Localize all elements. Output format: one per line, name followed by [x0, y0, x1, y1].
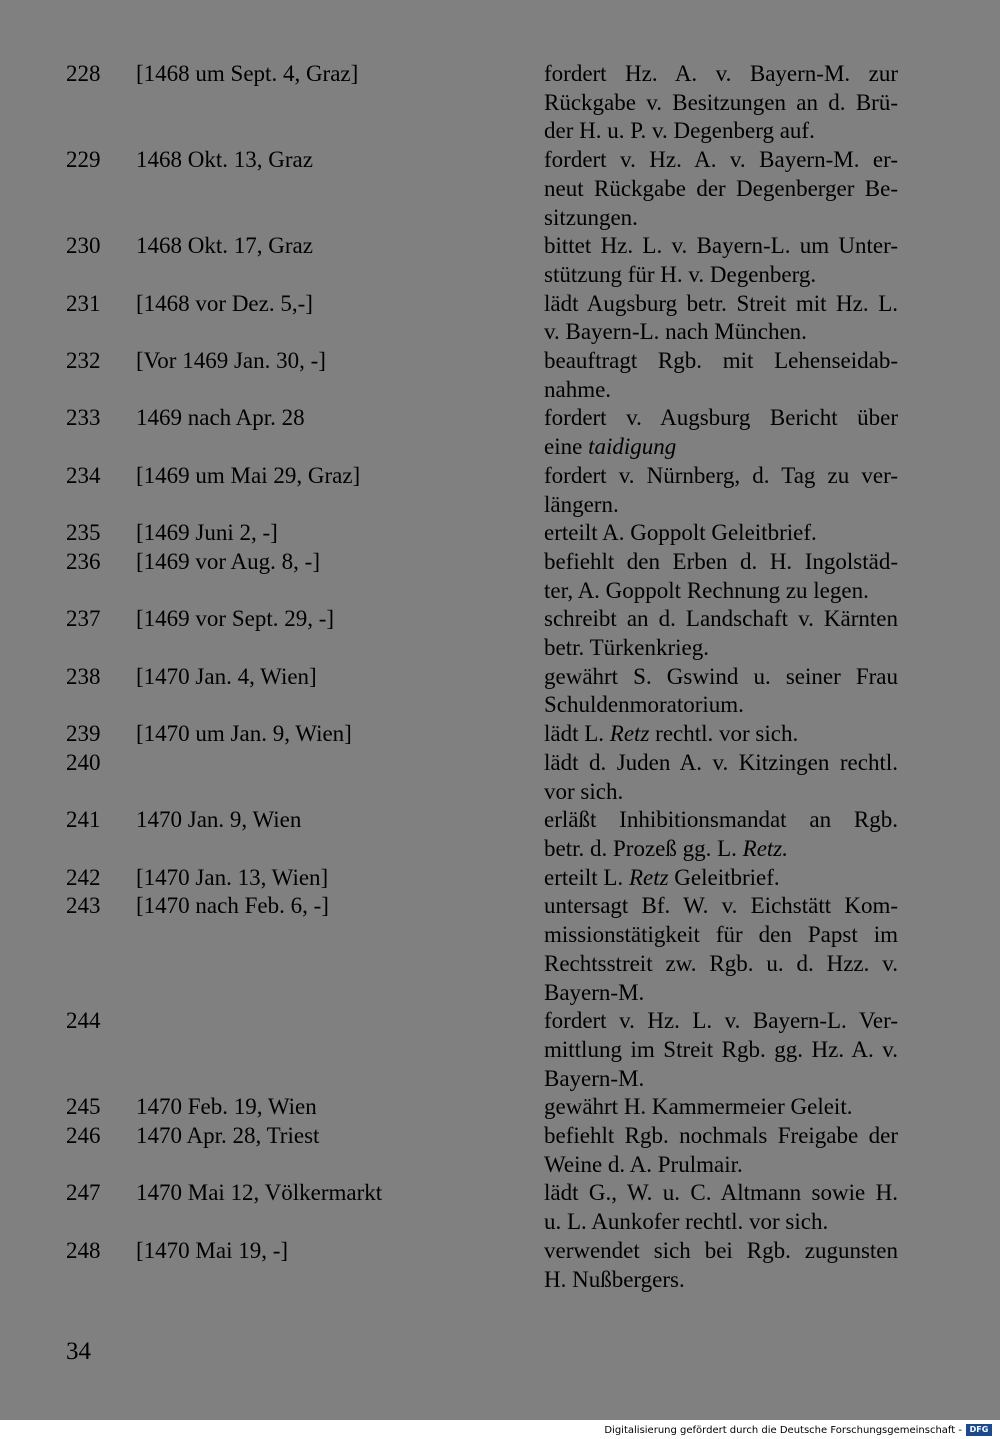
entry-date: [1470 nach Feb. 6, -] — [136, 893, 329, 919]
entry-number: 243 — [66, 893, 101, 919]
regest-entry — [66, 519, 900, 548]
entry-summary — [544, 720, 898, 749]
page-number: 34 — [66, 1338, 91, 1365]
summary-line: gewährt H. Kammermeier Geleit. — [544, 1094, 853, 1120]
entry-number: 237 — [66, 606, 101, 632]
regest-entry — [66, 892, 900, 1007]
entry-number: 247 — [66, 1180, 101, 1206]
summary-line: befiehlt Rgb. nochmals Freigabe der — [544, 1123, 898, 1149]
summary-line: fordert v. Nürnberg, d. Tag zu ver- — [544, 462, 898, 488]
regest-entry — [66, 605, 900, 662]
summary-line: stützung für H. v. Degenberg. — [544, 261, 817, 287]
entry-number: 228 — [66, 61, 101, 86]
summary-line: der H. u. P. v. Degenberg auf. — [544, 118, 815, 144]
entry-number: 246 — [66, 1123, 101, 1149]
entry-summary — [544, 548, 898, 605]
summary-line: fordert v. Hz. A. v. Bayern-M. er- — [544, 147, 898, 173]
regest-entry — [66, 548, 900, 605]
entry-number: 242 — [66, 864, 101, 890]
entry-number: 241 — [66, 807, 101, 833]
summary-line: mittlung im Streit Rgb. gg. Hz. A. v. — [544, 1036, 898, 1062]
regest-list — [66, 60, 900, 1294]
summary-line: Weine d. A. Prulmair. — [544, 1151, 743, 1177]
entry-summary — [544, 605, 898, 662]
entry-number: 244 — [66, 1008, 101, 1034]
entry-number: 234 — [66, 462, 101, 488]
entry-summary — [544, 232, 898, 289]
entry-summary — [544, 806, 898, 863]
entry-number: 248 — [66, 1237, 101, 1263]
entry-number: 231 — [66, 290, 101, 316]
entry-date: 1468 Okt. 17, Graz — [136, 233, 313, 259]
summary-line: v. Bayern-L. nach München. — [544, 319, 807, 345]
entry-date: 1470 Apr. 28, Triest — [136, 1123, 320, 1149]
summary-line: eine taidigung — [544, 434, 677, 460]
dfg-logo: DFG — [966, 1424, 992, 1436]
funding-footer — [604, 1421, 992, 1439]
entry-date: [1469 um Mai 29, Graz] — [136, 462, 361, 488]
summary-line: fordert v. Hz. L. v. Bayern-L. Ver- — [544, 1008, 898, 1034]
entry-summary — [544, 1122, 898, 1179]
entry-date: [1469 vor Aug. 8, -] — [136, 548, 320, 574]
summary-line: längern. — [544, 491, 619, 517]
summary-line: lädt d. Juden A. v. Kitzingen rechtl. — [544, 749, 898, 775]
entry-summary — [544, 519, 898, 548]
entry-date: [1470 Jan. 4, Wien] — [136, 663, 317, 689]
regest-entry — [66, 749, 900, 806]
regest-entry — [66, 663, 900, 720]
summary-line: befiehlt den Erben d. H. Ingolstäd- — [544, 548, 898, 574]
entry-summary — [544, 864, 898, 893]
summary-line: Bayern-M. — [544, 1065, 645, 1091]
entry-summary — [544, 290, 898, 347]
entry-number: 232 — [66, 348, 101, 374]
summary-line: missionstätigkeit für den Papst im — [544, 922, 898, 948]
regest-entry — [66, 1179, 900, 1236]
regest-entry — [66, 806, 900, 863]
entry-summary — [544, 1007, 898, 1093]
regest-entry — [66, 1122, 900, 1179]
entry-number: 235 — [66, 520, 101, 546]
summary-line: ter, A. Goppolt Rechnung zu legen. — [544, 577, 869, 603]
summary-line: nahme. — [544, 376, 612, 402]
summary-line: bittet Hz. L. v. Bayern-L. um Unter- — [544, 233, 898, 259]
summary-line: untersagt Bf. W. v. Eichstätt Kom- — [544, 893, 898, 919]
entry-date: 1468 Okt. 13, Graz — [136, 147, 313, 173]
entry-summary — [544, 663, 898, 720]
entry-date: 1470 Jan. 9, Wien — [136, 807, 302, 833]
regest-entry — [66, 720, 900, 749]
entry-number: 238 — [66, 663, 101, 689]
entry-summary — [544, 404, 898, 461]
entry-date: [1470 Mai 19, -] — [136, 1237, 289, 1263]
entry-date: [1470 um Jan. 9, Wien] — [136, 721, 352, 747]
entry-summary — [544, 347, 898, 404]
summary-line: betr. d. Prozeß gg. L. Retz. — [544, 835, 789, 861]
entry-summary — [544, 749, 898, 806]
summary-line: schreibt an d. Landschaft v. Kärnten — [544, 606, 898, 632]
summary-line: vor sich. — [544, 778, 624, 804]
summary-line: lädt L. Retz rechtl. vor sich. — [544, 721, 799, 747]
regest-entry — [66, 404, 900, 461]
summary-line: u. L. Aunkofer rechtl. vor sich. — [544, 1209, 829, 1235]
entry-summary — [544, 892, 898, 1007]
summary-line: fordert Hz. A. v. Bayern-M. zur — [544, 61, 898, 86]
entry-number: 230 — [66, 233, 101, 259]
entry-summary — [544, 60, 898, 146]
entry-number: 236 — [66, 548, 101, 574]
footer-text: Digitalisierung gefördert durch die Deutsche Forschungsgemeinschaft - — [604, 1424, 962, 1436]
entry-date: [1470 Jan. 13, Wien] — [136, 864, 329, 890]
summary-line: sitzungen. — [544, 204, 638, 230]
entry-date: [1469 vor Sept. 29, -] — [136, 606, 335, 632]
summary-line: lädt Augsburg betr. Streit mit Hz. L. — [544, 290, 898, 316]
entry-summary — [544, 146, 898, 232]
entry-summary — [544, 1179, 898, 1236]
summary-line: Rückgabe v. Besitzungen an d. Brü- — [544, 89, 898, 115]
regest-entry — [66, 1007, 900, 1093]
entry-date: 1470 Mai 12, Völkermarkt — [136, 1180, 383, 1206]
entry-number: 240 — [66, 749, 101, 775]
summary-line: fordert v. Augsburg Bericht über — [544, 405, 898, 431]
summary-line: erteilt A. Goppolt Geleitbrief. — [544, 520, 817, 546]
regest-entry — [66, 60, 900, 146]
summary-line: beauftragt Rgb. mit Lehenseidab- — [544, 348, 898, 374]
summary-line: verwendet sich bei Rgb. zugunsten — [544, 1237, 898, 1263]
entry-date: [1469 Juni 2, -] — [136, 520, 278, 546]
summary-line: lädt G., W. u. C. Altmann sowie H. — [544, 1180, 898, 1206]
entry-date: 1470 Feb. 19, Wien — [136, 1094, 317, 1120]
regest-entry — [66, 232, 900, 289]
entry-date: [1468 vor Dez. 5,-] — [136, 290, 313, 316]
regest-entry — [66, 347, 900, 404]
entry-number: 229 — [66, 147, 101, 173]
regest-entry — [66, 462, 900, 519]
entry-number: 233 — [66, 405, 101, 431]
regest-entry — [66, 1093, 900, 1122]
entry-summary — [544, 462, 898, 519]
summary-line: neut Rückgabe der Degenberger Be- — [544, 175, 898, 201]
summary-line: erteilt L. Retz Geleitbrief. — [544, 864, 780, 890]
regest-entry — [66, 1237, 900, 1294]
summary-line: Bayern-M. — [544, 979, 645, 1005]
summary-line: Schuldenmoratorium. — [544, 692, 744, 718]
summary-line: gewährt S. Gswind u. seiner Frau — [544, 663, 898, 689]
entry-date: 1469 nach Apr. 28 — [136, 405, 305, 431]
summary-line: erläßt Inhibitionsmandat an Rgb. — [544, 807, 898, 833]
entry-number: 245 — [66, 1094, 101, 1120]
regest-entry — [66, 290, 900, 347]
summary-line: betr. Türkenkrieg. — [544, 635, 709, 661]
entry-summary — [544, 1237, 898, 1294]
entry-date: [Vor 1469 Jan. 30, -] — [136, 348, 326, 374]
regest-entry — [66, 864, 900, 893]
regest-entry — [66, 146, 900, 232]
entry-summary — [544, 1093, 898, 1122]
entry-date: [1468 um Sept. 4, Graz] — [136, 61, 359, 86]
summary-line: H. Nußbergers. — [544, 1266, 685, 1292]
summary-line: Rechtsstreit zw. Rgb. u. d. Hzz. v. — [544, 950, 898, 976]
entry-number: 239 — [66, 721, 101, 747]
